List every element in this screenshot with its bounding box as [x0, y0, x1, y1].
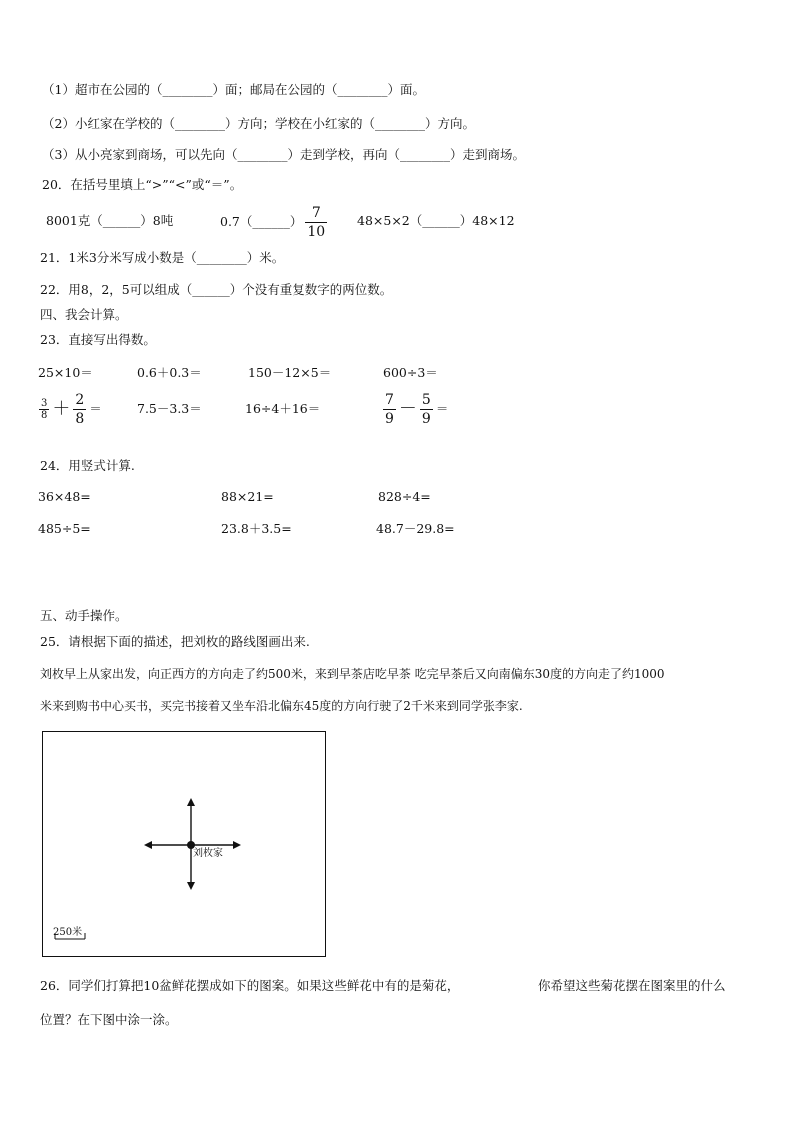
q24-title: 24．用竖式计算. — [40, 458, 135, 473]
q25-title: 25．请根据下面的描述，把刘枚的路线图画出来. — [40, 634, 310, 649]
home-label: 刘枚家 — [193, 848, 223, 859]
q19-item-3: （3）从小亮家到商场，可以先向（________）走到学校，再向（________）走到商场。 — [42, 147, 525, 162]
route-map-diagram — [42, 731, 326, 957]
q24-item: 36×48= — [38, 489, 91, 504]
fraction-denominator: 9 — [421, 411, 431, 427]
operator: ＋ — [52, 398, 71, 420]
q23-item: 7.5－3.3＝ — [137, 401, 202, 416]
fraction — [383, 391, 396, 428]
q23-item: 0.6＋0.3＝ — [137, 365, 202, 380]
section-4-heading: 四、我会计算。 — [40, 307, 128, 322]
fraction-denominator: 8 — [75, 411, 85, 427]
q20-compare-b — [220, 204, 330, 241]
q20-fraction-numerator: 7 — [305, 204, 327, 223]
fraction-denominator: 9 — [385, 411, 394, 427]
q20-compare-c: 48×5×2（______）48×12 — [357, 213, 515, 228]
scale-label: 250米 — [53, 927, 83, 938]
fraction — [420, 391, 433, 428]
q23-item: 25×10＝ — [38, 365, 93, 380]
fraction-denominator: 8 — [41, 410, 48, 421]
q24-item: 828÷4= — [378, 489, 431, 504]
q22-text: 22．用8，2，5可以组成（______）个没有重复数字的两位数。 — [40, 282, 393, 297]
q23-item: 150－12×5＝ — [248, 365, 332, 380]
fraction-numerator: 3 — [41, 398, 48, 409]
q25-description-line-2: 米来到购书中心买书，买完书接着又坐车沿北偏东45度的方向行驶了2千米来到同学张李家. — [40, 699, 523, 713]
fraction-numerator: 5 — [421, 392, 431, 408]
equals-sign: ＝ — [89, 401, 102, 416]
q23-item: 600÷3＝ — [383, 365, 438, 380]
fraction — [73, 391, 86, 428]
q23-fraction-item-a — [36, 391, 102, 428]
q24-item: 88×21= — [221, 489, 274, 504]
fraction — [39, 398, 49, 421]
q23-title: 23．直接写出得数。 — [40, 332, 156, 347]
equals-sign: ＝ — [435, 401, 449, 416]
q26-text-line-1b: 你希望这些菊花摆在图案里的什么 — [538, 978, 726, 993]
compass-cross-svg — [43, 732, 327, 958]
section-5-heading: 五、动手操作。 — [40, 608, 128, 623]
q24-item: 23.8＋3.5= — [221, 521, 292, 536]
q23-fraction-item-d — [380, 391, 448, 428]
q23-item: 16÷4＋16＝ — [245, 401, 321, 416]
q25-description-line-1: 刘枚早上从家出发，向正西方的方向走了约500米，来到早茶店吃早茶 吃完早茶后又向南偏东30度的方向走了约1000 — [40, 667, 665, 681]
q19-item-1: （1）超市在公园的（________）面；邮局在公园的（________）面。 — [42, 82, 425, 97]
q20-title: 20．在括号里填上“>”“<”或“＝”。 — [42, 177, 243, 192]
operator: － — [398, 398, 417, 420]
q21-text: 21．1米3分米写成小数是（________）米。 — [40, 250, 285, 265]
q26-text-line-2: 位置？在下图中涂一涂。 — [40, 1012, 178, 1027]
q24-item: 485÷5= — [38, 521, 91, 536]
q20-fraction-denominator: 10 — [307, 224, 326, 240]
fraction-numerator: 2 — [75, 392, 85, 408]
q20-compare-a: 8001克（______）8吨 — [46, 213, 174, 228]
fraction-numerator: 7 — [385, 392, 394, 408]
q20-fraction — [305, 204, 327, 241]
q24-item: 48.7－29.8= — [376, 521, 455, 536]
q19-item-2: （2）小红家在学校的（________）方向；学校在小红家的（________）方向。 — [42, 116, 475, 131]
q20-compare-b-text: 0.7（______） — [220, 214, 303, 229]
q26-text-line-1: 26．同学们打算把10盆鲜花摆成如下的图案。如果这些鲜花中有的是菊花， — [40, 978, 460, 993]
